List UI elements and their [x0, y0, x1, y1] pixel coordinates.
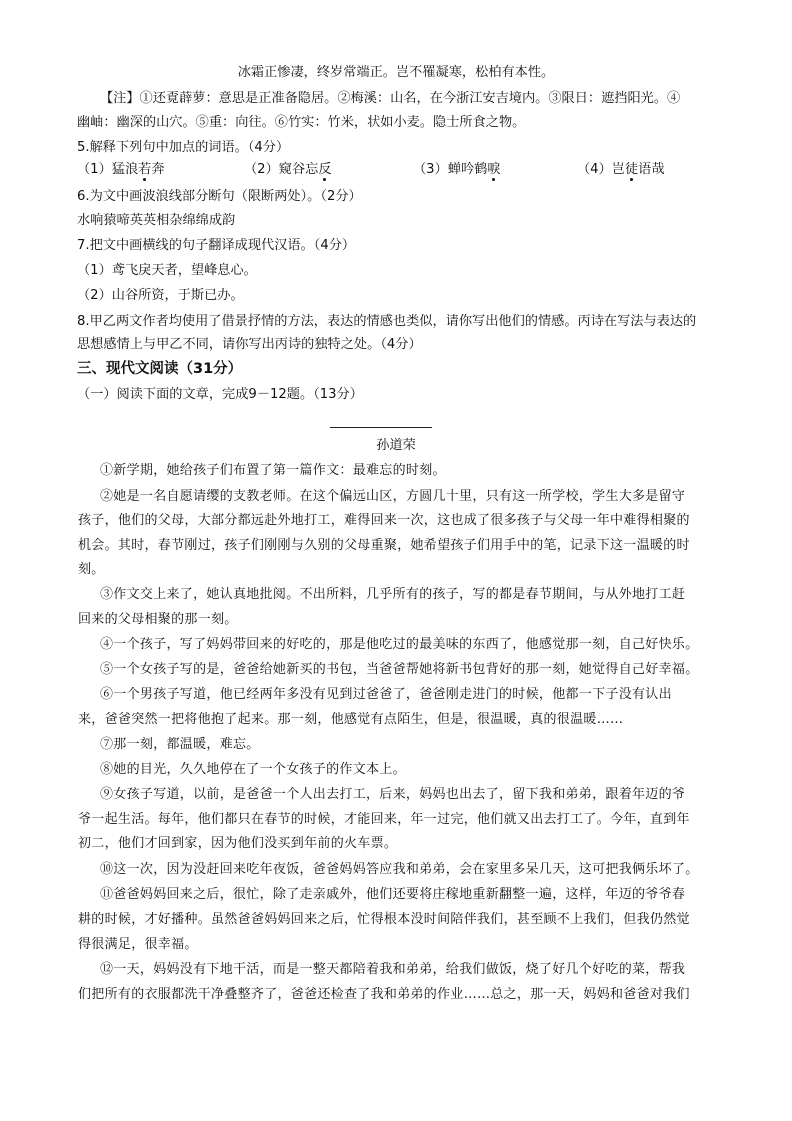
q5-option-4: （4）岂徒语哉 — [577, 162, 665, 177]
title-blank-line — [330, 427, 432, 428]
paragraph-6-line-2: 来，爸爸突然一把将他抱了起来。那一刻，他感觉有点陌生，但是，很温暖，真的很温暖…… — [78, 712, 624, 727]
paragraph-1: ①新学期，她给孩子们布置了第一篇作文：最难忘的时刻。 — [100, 463, 446, 478]
paragraph-4: ④一个孩子，写了妈妈带回来的好吃的，那是他吃过的最美味的东西了，他感觉那一刻，自己好快乐。 — [100, 637, 699, 652]
paragraph-12-line-2: 们把所有的衣服都洗干净叠整齐了，爸爸还检查了我和弟弟的作业……总之，那一天，妈妈和爸爸对我们 — [78, 987, 690, 1002]
article-author: 孙道荣 — [376, 438, 416, 453]
question-8-line-1: 8.甲乙两文作者均使用了借景抒情的方法，表达的情感也类似，请你写出他们的情感。丙诗在写法与表达的 — [77, 314, 697, 329]
note-line-1: 【注】①还覔薜萝：意思是正准备隐居。②梅溪：山名，在今浙江安吉境内。③限日：遮挡阳光。④ — [100, 91, 681, 106]
note-line-2: 幽岫：幽深的山穴。⑤重：向往。⑥竹实：竹米，状如小麦。隐士所食之物。 — [77, 115, 526, 130]
question-7-item-1: （1）鸢飞戾天者，望峰息心。 — [77, 263, 257, 278]
paragraph-9-line-1: ⑨女孩子写道，以前，是爸爸一个人出去打工，后来，妈妈也出去了，留下我和弟弟，跟着年迈的爷 — [100, 787, 686, 802]
section-3-heading: 三、现代文阅读（31分） — [77, 361, 243, 377]
paragraph-10: ⑩这一次，因为没赶回来吃年夜饭，爸爸妈妈答应我和弟弟，会在家里多呆几天，这可把我俩乐坏了。 — [100, 862, 699, 877]
paragraph-11-line-3: 得很满足，很幸福。 — [78, 937, 198, 952]
paragraph-12-line-1: ⑫一天，妈妈没有下地干活，而是一整天都陪着我和弟弟，给我们做饭，烧了好几个好吃的菜，帮我 — [100, 962, 686, 977]
paragraph-3-line-1: ③作文交上来了，她认真地批阅。不出所料，几乎所有的孩子，写的都是春节期间，与从外地打工赶 — [100, 587, 686, 602]
section-3-sub: （一）阅读下面的文章，完成9－12题。（13分） — [77, 387, 363, 402]
paragraph-9-line-2: 爷一起生活。每年，他们都只在春节的时候，才能回来，年一过完，他们就又出去打工了。今年，直到年 — [78, 812, 690, 827]
question-7-stem: 7.把文中画横线的句子翻译成现代汉语。（4分） — [77, 238, 356, 253]
paragraph-2-line-2: 孩子，他们的父母，大部分都远赴外地打工，难得回来一次，这也成了很多孩子与父母一年中难得相聚的 — [78, 513, 690, 528]
paragraph-7: ⑦那一刻，都温暖，难忘。 — [100, 737, 260, 752]
paragraph-5: ⑤一个女孩子写的是，爸爸给她新买的书包，当爸爸帮她将新书包背好的那一刻，她觉得自己好幸福。 — [100, 662, 699, 677]
question-5-stem: 5.解释下列句中加点的词语。（4分） — [77, 140, 290, 155]
paragraph-6-line-1: ⑥一个男孩子写道，他已经两年多没有见到过爸爸了，爸爸刚走进门的时候，他都一下子没有认出 — [100, 687, 672, 702]
q5-option-3: （3）蝉吟鹤唳 — [413, 162, 501, 177]
q5-option-1: （1）猛浪若奔 — [77, 162, 165, 177]
emphasis-dot-char: 反 — [318, 162, 332, 177]
emphasis-dot-char: 徒 — [624, 162, 639, 177]
paragraph-3-line-2: 回来的父母相聚的那一刻。 — [78, 612, 238, 627]
paragraph-2-line-1: ②她是一名自愿请缨的支教老师。在这个偏远山区，方圆几十里，只有这一所学校，学生大多是留守 — [100, 489, 686, 504]
question-8-line-2: 思想感情上与甲乙不同，请你写出丙诗的独特之处。（4分） — [77, 337, 422, 352]
emphasis-dot-char: 若 — [138, 162, 152, 177]
q5-option-2: （2）窥谷忘反 — [244, 162, 332, 177]
paragraph-11-line-1: ⑪爸爸妈妈回来之后，很忙，除了走亲戚外，他们还要将庄稼地重新翻整一遍，这样，年迈的爷爷春 — [100, 887, 686, 902]
paragraph-2-line-3: 机会。其时，春节刚过，孩子们刚刚与久别的父母重聚，她希望孩子们用手中的笔，记录下这一温暖的时 — [78, 538, 690, 553]
question-6-stem: 6.为文中画波浪线部分断句（限断两处）。（2分） — [77, 189, 362, 204]
paragraph-9-line-3: 初二，他们才回到家，因为他们没买到年前的火车票。 — [78, 836, 398, 851]
emphasis-dot-char: 唳 — [487, 162, 501, 177]
poem-line: 冰霜正惨凄，终岁常端正。岂不罹凝寒，松柏有本性。 — [237, 65, 555, 80]
paragraph-11-line-2: 耕的时候，才好播种。虽然爸爸妈妈回来之后，忙得根本没时间陪伴我们，甚至顾不上我们，但我仍然觉 — [78, 912, 690, 927]
paragraph-2-line-4: 刻。 — [78, 562, 105, 577]
question-7-item-2: （2）山谷所资，于斯已办。 — [77, 288, 244, 303]
question-6-text: 水响猿啼英英相杂绵绵成韵 — [77, 213, 236, 228]
paragraph-8: ⑧她的目光，久久地停在了一个女孩子的作文本上。 — [100, 762, 406, 777]
